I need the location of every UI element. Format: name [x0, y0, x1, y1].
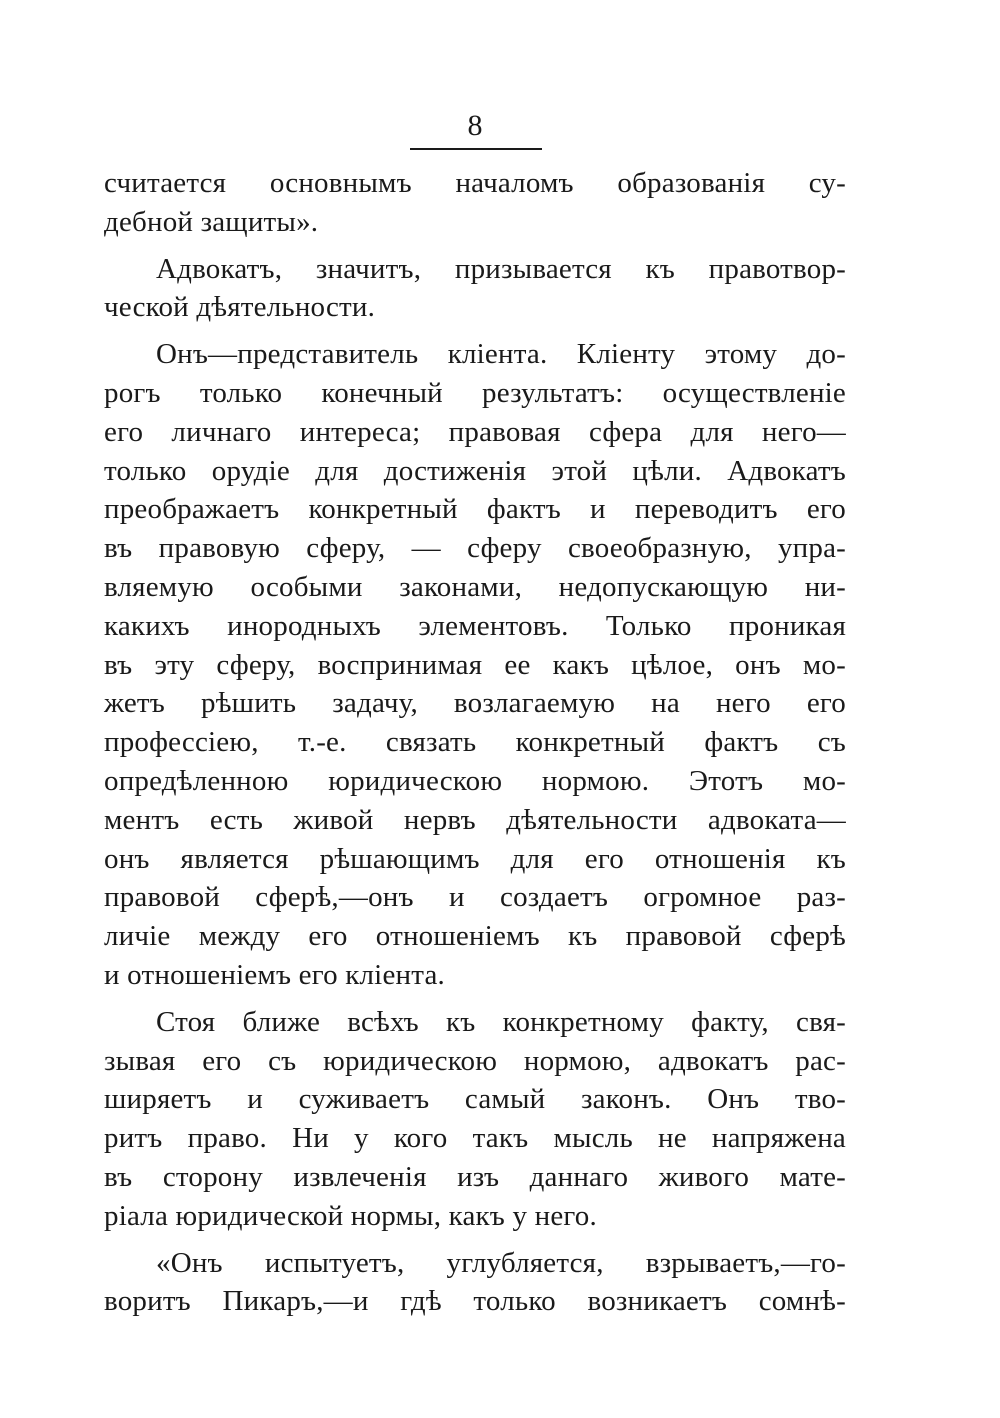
text-line: ческой дѣятельности.: [104, 291, 376, 324]
text-line: личіе между его отношеніемъ къ правовой сферѣ: [104, 920, 846, 953]
paragraph-2: [104, 250, 846, 328]
text-line: жетъ рѣшить задачу, возлагаемую на него его: [104, 687, 846, 720]
text-line: профессіею, т.-е. связать конкретный фактъ съ: [104, 726, 846, 759]
text-line: онъ является рѣшающимъ для его отношенія къ: [104, 842, 846, 875]
text-line: какихъ инородныхъ элементовъ. Только проникая: [104, 609, 846, 642]
text-line: зывая его съ юридическою нормою, адвокатъ рас-: [104, 1044, 846, 1077]
text-line: Онъ—представитель кліента. Кліенту этому до-: [156, 338, 846, 371]
paragraph-4: [104, 1003, 846, 1236]
text-line: и отношеніемъ его кліента.: [104, 958, 445, 991]
text-line: «Онъ испытуетъ, углубляется, взрываетъ,—го-: [156, 1246, 846, 1279]
body-text: [104, 164, 846, 1321]
header-rule: [410, 148, 542, 150]
text-line: только орудіе для достиженія этой цѣли. Адвокатъ: [104, 454, 846, 487]
text-line: въ эту сферу, воспринимая ее какъ цѣлое, онъ мо-: [104, 648, 846, 681]
text-line: Адвокатъ, значитъ, призывается къ правотвор-: [156, 252, 846, 285]
text-line: ритъ право. Ни у кого такъ мысль не напряжена: [104, 1122, 846, 1155]
text-line: преображаетъ конкретный фактъ и переводитъ его: [104, 493, 846, 526]
text-line: рогъ только конечный результатъ: осуществленіе: [104, 376, 846, 409]
text-line: считается основнымъ началомъ образованія су-: [104, 167, 846, 199]
text-line: его личнаго интереса; правовая сфера для него—: [104, 415, 846, 448]
paragraph-3: [104, 335, 846, 995]
text-line: ментъ есть живой нервъ дѣятельности адвоката—: [104, 803, 846, 836]
page-number: 8: [467, 109, 483, 142]
text-line: вляемую особыми законами, недопускающую ни-: [104, 570, 846, 603]
text-line: въ правовую сферу, — сферу своеобразную, упра-: [104, 532, 846, 565]
paragraph-1: [104, 164, 846, 242]
text-line: воритъ Пикаръ,—и гдѣ только возникаетъ сомнѣ-: [104, 1285, 846, 1318]
text-line: ріала юридической нормы, какъ у него.: [104, 1199, 597, 1232]
text-line: въ сторону извлеченія изъ даннаго живого мате-: [104, 1160, 846, 1193]
text-line: дебной защиты».: [104, 205, 319, 238]
paragraph-5: [104, 1244, 846, 1322]
text-line: ширяетъ и суживаетъ самый законъ. Онъ тво-: [104, 1083, 846, 1116]
text-line: Стоя ближе всѣхъ къ конкретному факту, свя-: [156, 1005, 846, 1038]
text-line: опредѣленною юридическою нормою. Этотъ мо-: [104, 764, 846, 797]
text-line: правовой сферѣ,—онъ и создаетъ огромное раз-: [104, 881, 846, 914]
